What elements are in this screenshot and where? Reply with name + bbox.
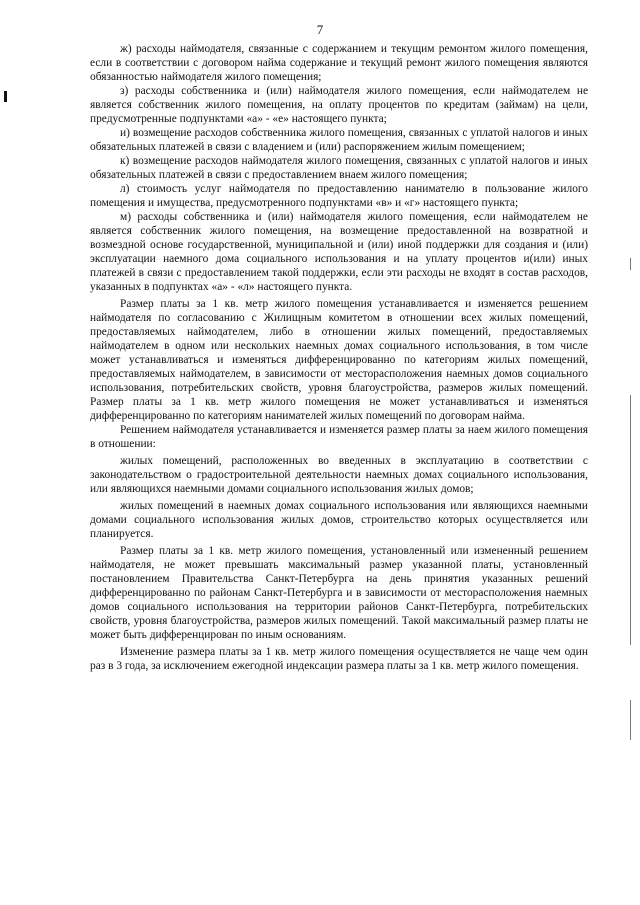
scan-artifact-line [630,700,631,740]
page-number: 7 [316,22,324,37]
paragraph-maximum-rate: Размер платы за 1 кв. метр жилого помещения, установленный или измененный решением наймодателя, не может превышать максимальный размер указанной платы, установленный постановлением Правительства Санкт-Петербурга на день принятия указанных решений дифференцированно по районам Санкт-Петербурга и в зависимости от месторасположения наемных домов социального использования на территории районов Санкт-Петербурга, потребительских свойств, уровня благоустройства, размеров жилых помещений. Такой максимальный размер платы не может быть дифференцирован по иным основаниям. [90,545,588,641]
scan-artifact-mark [4,91,7,102]
scan-artifact-line [630,258,631,270]
paragraph-zh: ж) расходы наймодателя, связанные с содержанием и текущим ремонтом жилого помещения, если в соответствии с договором найма содержание и текущий ремонт жилого помещения являются обязанностью наймодателя жилого помещения; [90,43,588,83]
paragraph-decision: Решением наймодателя устанавливается и изменяется размер платы за наем жилого помещения в отношении: [90,424,588,450]
paragraph-planned-premises: жилых помещений в наемных домах социального использования или являющихся наемными домами социального использования жилых домов, строительство которых осуществляется или планируется. [90,500,588,540]
paragraph-rate-change-frequency: Изменение размера платы за 1 кв. метр жилого помещения осуществляется не чаще чем один раз в 3 года, за исключением ежегодной индексации размера платы за 1 кв. метр жилого помещения. [90,646,588,672]
paragraph-i: и) возмещение расходов собственника жилого помещения, связанных с уплатой налогов и иных обязательных платежей в связи с владением и (или) распоряжением жилым помещением; [90,127,588,153]
paragraph-l: л) стоимость услуг наймодателя по предоставлению нанимателю в пользование жилого помещения и имущества, предусмотренного подпунктами «в» и «г» настоящего пункта; [90,183,588,209]
paragraph-k: к) возмещение расходов наймодателя жилого помещения, связанных с уплатой налогов и иных обязательных платежей в связи с предоставлением внаем жилого помещения; [90,155,588,181]
scan-artifact-line [630,395,631,645]
paragraph-commissioned-premises: жилых помещений, расположенных во введенных в эксплуатацию в соответствии с законодательством о градостроительной деятельности наемных домах социального использования, или являющихся наемными домами социального использования жилых домов; [90,455,588,495]
paragraph-rate-setting: Размер платы за 1 кв. метр жилого помещения устанавливается и изменяется решением наймодателя по согласованию с Жилищным комитетом в отношении всех жилых помещений, предоставляемых наймодателем, либо в отношении жилых помещений, предоставляемых наймодателем в одном или нескольких наемных домах социального использования, в том числе может устанавливаться и изменяться дифференцированно по категориям жилых помещений, предоставляемых наймодателем, в зависимости от месторасположения наемных домов социального использования, потребительских свойств, уровня благоустройства, размеров жилых помещений. Размер платы за 1 кв. метр жилого помещения не может устанавливаться и изменяться дифференцированно по категориям нанимателей жилых помещений по договорам найма. [90,298,588,422]
paragraph-z: з) расходы собственника и (или) наймодателя жилого помещения, если наймодателем не является собственник жилого помещения, на оплату процентов по кредитам (займам) на цели, предусмотренные подпунктами «а» - «е» настоящего пункта; [90,85,588,125]
paragraph-m: м) расходы собственника и (или) наймодателя жилого помещения, если наймодателем не является собственник жилого помещения, на возмещение предоставленной на возвратной и возмездной основе государственной, муниципальной и (или) иной поддержки для создания и (или) эксплуатации наемного дома социального использования и на уплату процентов и(или) иных платежей в связи с предоставлением такой поддержки, если эти расходы не входят в состав расходов, указанных в подпунктах «а» - «л» настоящего пункта. [90,211,588,293]
document-body [90,42,588,673]
